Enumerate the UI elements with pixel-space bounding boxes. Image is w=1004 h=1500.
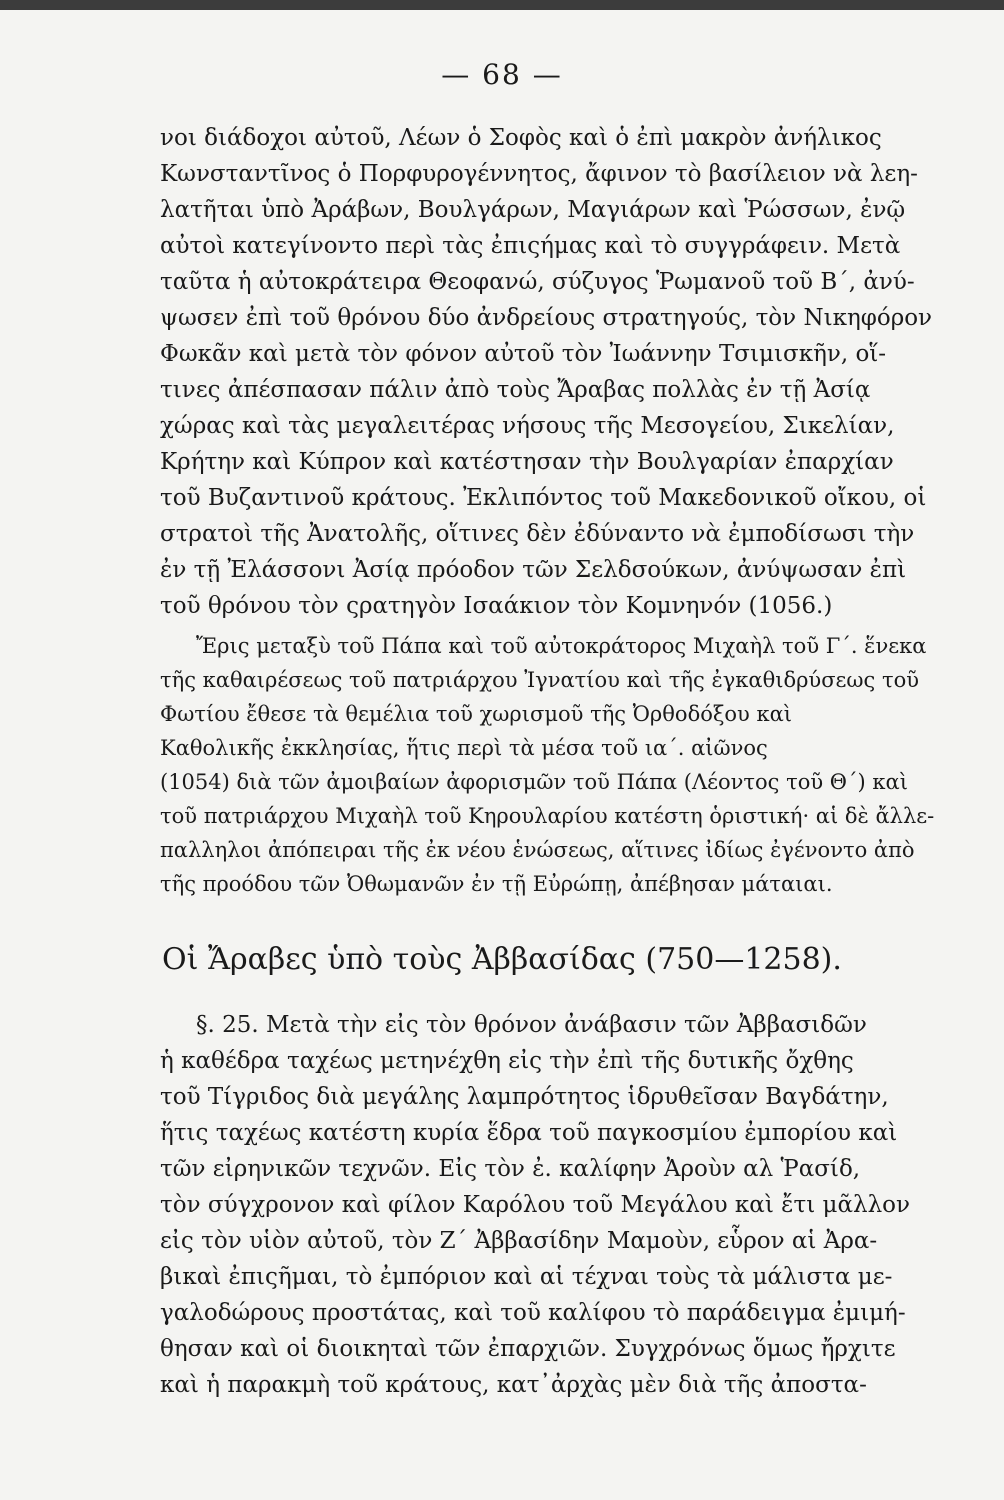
- text-line: λατῆται ὑπὸ Ἀράβων, Βουλγάρων, Μαγιάρων καὶ Ῥώσσων, ἐνῷ: [160, 197, 906, 223]
- text-line: ἐν τῇ Ἐλάσσονι Ἀσίᾳ πρόοδον τῶν Σελδσούκων, ἀνύψωσαν ἐπὶ: [160, 557, 907, 583]
- text-line: χώρας καὶ τὰς μεγαλειτέρας νήσους τῆς Μεσογείου, Σικελίαν,: [160, 413, 895, 439]
- text-line: νοι διάδοχοι αὐτοῦ, Λέων ὁ Σοφὸς καὶ ὁ ἐπὶ μακρὸν ἀνήλικος: [160, 125, 882, 151]
- text-line: γαλοδώρους προστάτας, καὶ τοῦ καλίφου τὸ παράδειγμα ἐμιμή-: [160, 1300, 906, 1326]
- text-line: Κρήτην καὶ Κύπρον καὶ κατέστησαν τὴν Βουλγαρίαν ἐπαρχίαν: [160, 449, 894, 475]
- text-line: αὐτοὶ κατεγίνοντο περὶ τὰς ἐπιςήμας καὶ τὸ συγγράφειν. Μετὰ: [160, 233, 901, 259]
- text-line: τοῦ πατριάρχου Μιχαὴλ τοῦ Κηρουλαρίου κατέστη ὁριστική· αἱ δὲ ἄλλε-: [160, 804, 935, 828]
- text-line: Φωτίου ἔθεσε τὰ θεμέλια τοῦ χωρισμοῦ τῆς Ὀρθοδόξου καὶ: [160, 702, 793, 726]
- text-line: τῆς προόδου τῶν Ὀθωμανῶν ἐν τῇ Εὐρώπῃ, ἀπέβησαν μάταιαι.: [160, 872, 833, 896]
- text-line: τὸν σύγχρονον καὶ φίλον Καρόλου τοῦ Μεγάλου καὶ ἔτι μᾶλλον: [160, 1192, 911, 1218]
- section-heading: Οἱ Ἄραβες ὑπὸ τοὺς Ἀββασίδας (750—1258).: [162, 942, 842, 977]
- page-number: — 68 —: [441, 58, 563, 91]
- text-line: Φωκᾶν καὶ μετὰ τὸν φόνον αὐτοῦ τὸν Ἰωάννην Τσιμισκῆν, οἵ-: [160, 341, 887, 367]
- text-line: καὶ ἡ παρακμὴ τοῦ κράτους, κατ᾽ἀρχὰς μὲν διὰ τῆς ἀποστα-: [160, 1372, 867, 1398]
- text-line: βικαὶ ἐπιςῆμαι, τὸ ἐμπόριον καὶ αἱ τέχναι τοὺς τὰ μάλιστα με-: [160, 1264, 893, 1290]
- book-page: [0, 10, 1004, 1500]
- text-line: θησαν καὶ οἱ διοικηταὶ τῶν ἐπαρχιῶν. Συγχρόνως ὅμως ἤρχιτε: [160, 1336, 896, 1362]
- text-line: (1054) διὰ τῶν ἀμοιβαίων ἀφορισμῶν τοῦ Πάπα (Λέοντος τοῦ Θ΄) καὶ: [160, 770, 908, 794]
- text-line: ἥτις ταχέως κατέστη κυρία ἕδρα τοῦ παγκοσμίου ἐμπορίου καὶ: [160, 1120, 898, 1146]
- text-line: ἡ καθέδρα ταχέως μετηνέχθη εἰς τὴν ἐπὶ τῆς δυτικῆς ὄχθης: [160, 1048, 854, 1074]
- text-line: §. 25. Μετὰ τὴν εἰς τὸν θρόνον ἀνάβασιν τῶν Ἀββασιδῶν: [196, 1012, 867, 1038]
- text-line: τινες ἀπέσπασαν πάλιν ἀπὸ τοὺς Ἄραβας πολλὰς ἐν τῇ Ἀσίᾳ: [160, 377, 871, 403]
- text-line: τῆς καθαιρέσεως τοῦ πατριάρχου Ἰγνατίου καὶ τῆς ἐγκαθιδρύσεως τοῦ: [160, 668, 920, 692]
- text-line: παλληλοι ἀπόπειραι τῆς ἐκ νέου ἑνώσεως, αἵτινες ἰδίως ἐγένοντο ἀπὸ: [160, 838, 915, 862]
- text-line: ταῦτα ἡ αὐτοκράτειρα Θεοφανώ, σύζυγος Ῥωμανοῦ τοῦ Β΄, ἀνύ-: [160, 269, 915, 295]
- text-line: τοῦ Βυζαντινοῦ κράτους. Ἐκλιπόντος τοῦ Μακεδονικοῦ οἴκου, οἱ: [160, 485, 927, 511]
- text-line: τῶν εἰρηνικῶν τεχνῶν. Εἰς τὸν ἐ. καλίφην Ἀροὺν αλ Ῥασίδ,: [160, 1156, 861, 1182]
- text-line: τοῦ Τίγριδος διὰ μεγάλης λαμπρότητος ἱδρυθεῖσαν Βαγδάτην,: [160, 1084, 889, 1110]
- text-line: τοῦ θρόνου τὸν ςρατηγὸν Ισαάκιον τὸν Κομνηνόν (1056.): [160, 593, 833, 619]
- scan-top-border: [0, 0, 1004, 10]
- text-line: στρατοὶ τῆς Ἀνατολῆς, οἵτινες δὲν ἐδύναντο νὰ ἐμποδίσωσι τὴν: [160, 521, 915, 547]
- text-line: Ἔρις μεταξὺ τοῦ Πάπα καὶ τοῦ αὐτοκράτορος Μιχαὴλ τοῦ Γ΄. ἕνεκα: [196, 634, 927, 658]
- text-line: ψωσεν ἐπὶ τοῦ θρόνου δύο ἀνδρείους στρατηγούς, τὸν Νικηφόρον: [160, 305, 933, 331]
- text-line: εἰς τὸν υἱὸν αὐτοῦ, τὸν Ζ΄ Ἀββασίδην Μαμοὺν, εὗρον αἱ Ἀρα-: [160, 1228, 878, 1254]
- text-line: Κωνσταντῖνος ὁ Πορφυρογέννητος, ἄφινον τὸ βασίλειον νὰ λεη-: [160, 161, 918, 187]
- text-line: Καθολικῆς ἐκκλησίας, ἥτις περὶ τὰ μέσα τοῦ ια΄. αἰῶνος: [160, 736, 768, 760]
